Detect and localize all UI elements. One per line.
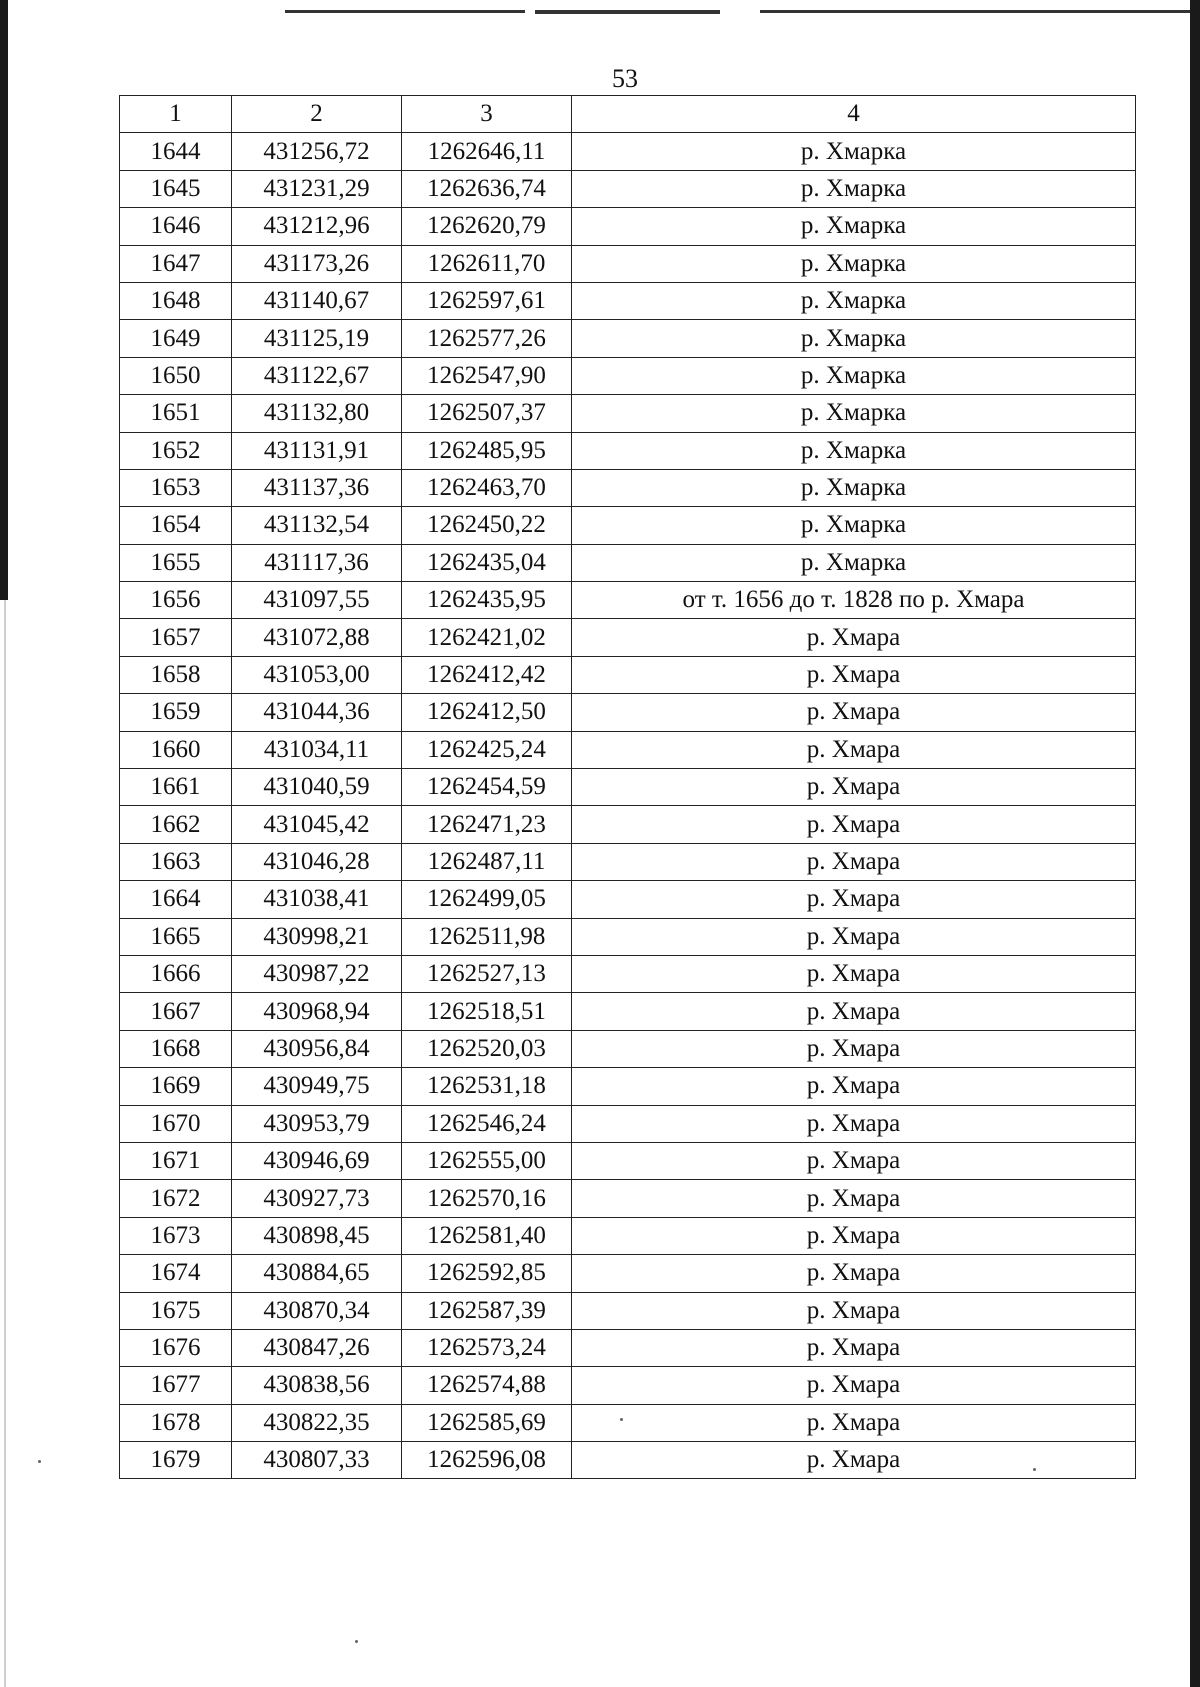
description-cell: р. Хмара [572, 1217, 1136, 1254]
point-number-cell: 1668 [120, 1030, 232, 1067]
x-coordinate-cell: 431132,54 [232, 507, 402, 544]
x-coordinate-cell: 430998,21 [232, 918, 402, 955]
table-row [120, 507, 1136, 544]
point-number-cell: 1659 [120, 694, 232, 731]
description-cell: р. Хмарка [572, 170, 1136, 207]
table-row [120, 619, 1136, 656]
description-cell: р. Хмарка [572, 133, 1136, 170]
point-number-cell: 1653 [120, 469, 232, 506]
point-number-cell: 1677 [120, 1367, 232, 1404]
description-cell: р. Хмарка [572, 469, 1136, 506]
page-number: 53 [612, 64, 638, 93]
point-number-cell: 1661 [120, 769, 232, 806]
description-cell: р. Хмарка [572, 395, 1136, 432]
y-coordinate-cell: 1262412,50 [402, 694, 572, 731]
description-cell: р. Хмара [572, 1180, 1136, 1217]
description-cell: р. Хмара [572, 955, 1136, 992]
scan-top-artifact [285, 10, 525, 13]
x-coordinate-cell: 431137,36 [232, 469, 402, 506]
point-number-cell: 1647 [120, 245, 232, 282]
x-coordinate-cell: 431034,11 [232, 731, 402, 768]
y-coordinate-cell: 1262587,39 [402, 1292, 572, 1329]
x-coordinate-cell: 430847,26 [232, 1329, 402, 1366]
scan-right-edge [1190, 0, 1200, 1687]
point-number-cell: 1649 [120, 320, 232, 357]
table-row [120, 170, 1136, 207]
y-coordinate-cell: 1262577,26 [402, 320, 572, 357]
y-coordinate-cell: 1262471,23 [402, 806, 572, 843]
y-coordinate-cell: 1262499,05 [402, 881, 572, 918]
x-coordinate-cell: 431053,00 [232, 656, 402, 693]
table-row [120, 133, 1136, 170]
table-row [120, 320, 1136, 357]
table-row [120, 918, 1136, 955]
table-row [120, 245, 1136, 282]
point-number-cell: 1655 [120, 544, 232, 581]
description-cell: р. Хмарка [572, 432, 1136, 469]
header-cell-2: 2 [232, 96, 402, 133]
point-number-cell: 1669 [120, 1068, 232, 1105]
scan-speck [355, 1640, 358, 1643]
point-number-cell: 1667 [120, 993, 232, 1030]
table-row [120, 694, 1136, 731]
table-row [120, 1255, 1136, 1292]
table-row [120, 1180, 1136, 1217]
y-coordinate-cell: 1262547,90 [402, 357, 572, 394]
y-coordinate-cell: 1262518,51 [402, 993, 572, 1030]
table-row [120, 582, 1136, 619]
header-cell-4: 4 [572, 96, 1136, 133]
table-row [120, 843, 1136, 880]
description-cell: р. Хмара [572, 993, 1136, 1030]
table-row [120, 881, 1136, 918]
point-number-cell: 1654 [120, 507, 232, 544]
x-coordinate-cell: 431140,67 [232, 282, 402, 319]
description-cell: р. Хмара [572, 1292, 1136, 1329]
point-number-cell: 1679 [120, 1442, 232, 1479]
x-coordinate-cell: 431132,80 [232, 395, 402, 432]
point-number-cell: 1646 [120, 208, 232, 245]
table-row [120, 544, 1136, 581]
table-row [120, 993, 1136, 1030]
description-cell: р. Хмарка [572, 507, 1136, 544]
description-cell: р. Хмарка [572, 544, 1136, 581]
point-number-cell: 1645 [120, 170, 232, 207]
description-cell: р. Хмарка [572, 357, 1136, 394]
description-cell: р. Хмарка [572, 208, 1136, 245]
description-cell: р. Хмара [572, 881, 1136, 918]
description-cell: р. Хмарка [572, 245, 1136, 282]
header-cell-3: 3 [402, 96, 572, 133]
table-row [120, 1367, 1136, 1404]
point-number-cell: 1660 [120, 731, 232, 768]
y-coordinate-cell: 1262412,42 [402, 656, 572, 693]
point-number-cell: 1670 [120, 1105, 232, 1142]
table-row [120, 806, 1136, 843]
x-coordinate-cell: 431117,36 [232, 544, 402, 581]
y-coordinate-cell: 1262435,04 [402, 544, 572, 581]
y-coordinate-cell: 1262527,13 [402, 955, 572, 992]
y-coordinate-cell: 1262520,03 [402, 1030, 572, 1067]
x-coordinate-cell: 431045,42 [232, 806, 402, 843]
x-coordinate-cell: 430949,75 [232, 1068, 402, 1105]
point-number-cell: 1648 [120, 282, 232, 319]
point-number-cell: 1662 [120, 806, 232, 843]
description-cell: от т. 1656 до т. 1828 по р. Хмара [572, 582, 1136, 619]
description-cell: р. Хмара [572, 1329, 1136, 1366]
y-coordinate-cell: 1262620,79 [402, 208, 572, 245]
description-cell: р. Хмара [572, 769, 1136, 806]
x-coordinate-cell: 430968,94 [232, 993, 402, 1030]
table-row [120, 1105, 1136, 1142]
description-cell: р. Хмара [572, 918, 1136, 955]
table-row [120, 1142, 1136, 1179]
x-coordinate-cell: 431231,29 [232, 170, 402, 207]
x-coordinate-cell: 431125,19 [232, 320, 402, 357]
y-coordinate-cell: 1262581,40 [402, 1217, 572, 1254]
table-row [120, 432, 1136, 469]
table-row [120, 1217, 1136, 1254]
description-cell: р. Хмара [572, 1142, 1136, 1179]
scan-top-artifact [535, 10, 720, 14]
point-number-cell: 1666 [120, 955, 232, 992]
point-number-cell: 1656 [120, 582, 232, 619]
x-coordinate-cell: 431122,67 [232, 357, 402, 394]
x-coordinate-cell: 431173,26 [232, 245, 402, 282]
y-coordinate-cell: 1262646,11 [402, 133, 572, 170]
y-coordinate-cell: 1262611,70 [402, 245, 572, 282]
y-coordinate-cell: 1262485,95 [402, 432, 572, 469]
point-number-cell: 1674 [120, 1255, 232, 1292]
description-cell: р. Хмара [572, 656, 1136, 693]
y-coordinate-cell: 1262585,69 [402, 1404, 572, 1441]
y-coordinate-cell: 1262592,85 [402, 1255, 572, 1292]
table-header-row [120, 96, 1136, 133]
y-coordinate-cell: 1262463,70 [402, 469, 572, 506]
description-cell: р. Хмара [572, 1442, 1136, 1479]
y-coordinate-cell: 1262425,24 [402, 731, 572, 768]
table-row [120, 1329, 1136, 1366]
coordinates-table [119, 95, 1136, 1479]
point-number-cell: 1652 [120, 432, 232, 469]
description-cell: р. Хмарка [572, 282, 1136, 319]
y-coordinate-cell: 1262421,02 [402, 619, 572, 656]
y-coordinate-cell: 1262507,37 [402, 395, 572, 432]
x-coordinate-cell: 430822,35 [232, 1404, 402, 1441]
y-coordinate-cell: 1262570,16 [402, 1180, 572, 1217]
y-coordinate-cell: 1262531,18 [402, 1068, 572, 1105]
point-number-cell: 1651 [120, 395, 232, 432]
point-number-cell: 1644 [120, 133, 232, 170]
y-coordinate-cell: 1262450,22 [402, 507, 572, 544]
table-row [120, 208, 1136, 245]
description-cell: р. Хмара [572, 694, 1136, 731]
point-number-cell: 1650 [120, 357, 232, 394]
point-number-cell: 1657 [120, 619, 232, 656]
table-row [120, 282, 1136, 319]
y-coordinate-cell: 1262487,11 [402, 843, 572, 880]
x-coordinate-cell: 430953,79 [232, 1105, 402, 1142]
description-cell: р. Хмара [572, 1255, 1136, 1292]
table-body [120, 96, 1136, 1479]
y-coordinate-cell: 1262596,08 [402, 1442, 572, 1479]
x-coordinate-cell: 430956,84 [232, 1030, 402, 1067]
point-number-cell: 1665 [120, 918, 232, 955]
scan-left-shadow [4, 600, 6, 1687]
y-coordinate-cell: 1262435,95 [402, 582, 572, 619]
x-coordinate-cell: 431040,59 [232, 769, 402, 806]
point-number-cell: 1678 [120, 1404, 232, 1441]
table-row [120, 731, 1136, 768]
x-coordinate-cell: 431256,72 [232, 133, 402, 170]
x-coordinate-cell: 430838,56 [232, 1367, 402, 1404]
y-coordinate-cell: 1262454,59 [402, 769, 572, 806]
description-cell: р. Хмара [572, 1030, 1136, 1067]
x-coordinate-cell: 430870,34 [232, 1292, 402, 1329]
x-coordinate-cell: 430927,73 [232, 1180, 402, 1217]
y-coordinate-cell: 1262574,88 [402, 1367, 572, 1404]
x-coordinate-cell: 430946,69 [232, 1142, 402, 1179]
x-coordinate-cell: 431212,96 [232, 208, 402, 245]
y-coordinate-cell: 1262573,24 [402, 1329, 572, 1366]
description-cell: р. Хмара [572, 1105, 1136, 1142]
point-number-cell: 1671 [120, 1142, 232, 1179]
description-cell: р. Хмара [572, 1404, 1136, 1441]
point-number-cell: 1658 [120, 656, 232, 693]
point-number-cell: 1676 [120, 1329, 232, 1366]
description-cell: р. Хмара [572, 1068, 1136, 1105]
description-cell: р. Хмара [572, 619, 1136, 656]
scan-speck [38, 1460, 41, 1463]
x-coordinate-cell: 431072,88 [232, 619, 402, 656]
x-coordinate-cell: 430987,22 [232, 955, 402, 992]
table-row [120, 395, 1136, 432]
header-cell-1: 1 [120, 96, 232, 133]
table-row [120, 656, 1136, 693]
point-number-cell: 1664 [120, 881, 232, 918]
y-coordinate-cell: 1262597,61 [402, 282, 572, 319]
x-coordinate-cell: 431044,36 [232, 694, 402, 731]
y-coordinate-cell: 1262555,00 [402, 1142, 572, 1179]
point-number-cell: 1673 [120, 1217, 232, 1254]
x-coordinate-cell: 431097,55 [232, 582, 402, 619]
table-row [120, 1442, 1136, 1479]
x-coordinate-cell: 430898,45 [232, 1217, 402, 1254]
y-coordinate-cell: 1262511,98 [402, 918, 572, 955]
table-row [120, 1030, 1136, 1067]
table-row [120, 1404, 1136, 1441]
description-cell: р. Хмарка [572, 320, 1136, 357]
y-coordinate-cell: 1262636,74 [402, 170, 572, 207]
x-coordinate-cell: 431131,91 [232, 432, 402, 469]
description-cell: р. Хмара [572, 1367, 1136, 1404]
point-number-cell: 1672 [120, 1180, 232, 1217]
table-row [120, 1292, 1136, 1329]
x-coordinate-cell: 431038,41 [232, 881, 402, 918]
point-number-cell: 1675 [120, 1292, 232, 1329]
table-row [120, 1068, 1136, 1105]
x-coordinate-cell: 431046,28 [232, 843, 402, 880]
point-number-cell: 1663 [120, 843, 232, 880]
y-coordinate-cell: 1262546,24 [402, 1105, 572, 1142]
table-row [120, 955, 1136, 992]
description-cell: р. Хмара [572, 731, 1136, 768]
scan-top-artifact [760, 10, 1190, 13]
description-cell: р. Хмара [572, 843, 1136, 880]
x-coordinate-cell: 430884,65 [232, 1255, 402, 1292]
table-row [120, 769, 1136, 806]
scan-left-edge [0, 0, 8, 600]
table-row [120, 469, 1136, 506]
description-cell: р. Хмара [572, 806, 1136, 843]
table-row [120, 357, 1136, 394]
x-coordinate-cell: 430807,33 [232, 1442, 402, 1479]
